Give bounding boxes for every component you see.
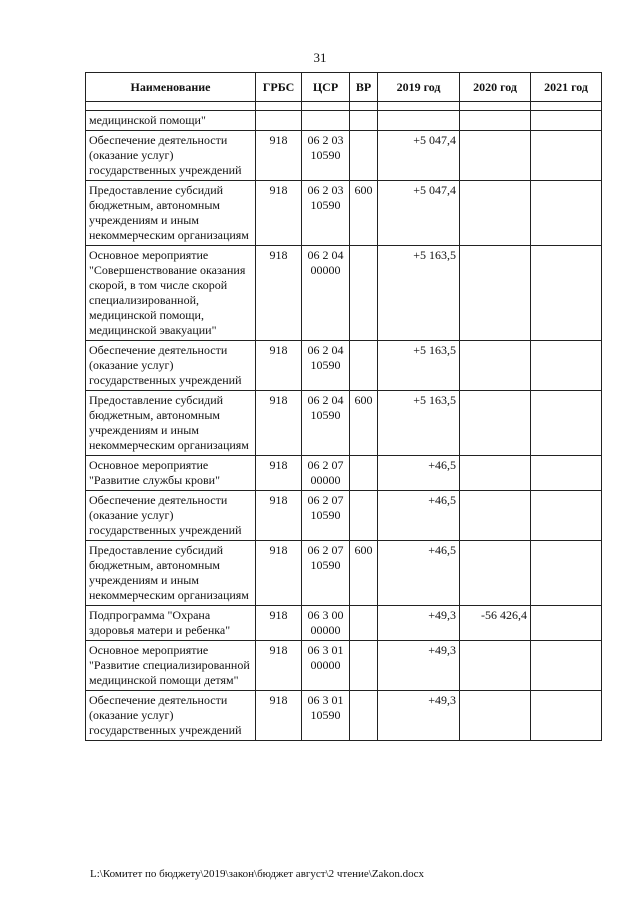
cell-name: медицинской помощи" [86, 111, 256, 131]
cell-vr [350, 691, 378, 741]
table-row [86, 341, 602, 391]
cell-csr: 06 2 03 10590 [302, 181, 350, 246]
table-row [86, 491, 602, 541]
cell-grbs: 918 [256, 456, 302, 491]
cell-y2020 [460, 491, 531, 541]
cell-grbs: 918 [256, 641, 302, 691]
cell-grbs: 918 [256, 606, 302, 641]
cell-vr: 600 [350, 181, 378, 246]
cell-y2020 [460, 641, 531, 691]
cell-grbs: 918 [256, 246, 302, 341]
cell-vr [350, 491, 378, 541]
cell-name: Обеспечение деятельности (оказание услуг) государственных учреждений [86, 341, 256, 391]
cell-vr [350, 131, 378, 181]
cell-grbs: 918 [256, 541, 302, 606]
cell-csr: 06 2 07 00000 [302, 456, 350, 491]
table-row [86, 641, 602, 691]
cell-y2020 [460, 246, 531, 341]
spacer-row [86, 102, 602, 111]
budget-table [85, 72, 602, 741]
cell-y2021 [531, 341, 602, 391]
header-2019: 2019 год [378, 73, 460, 102]
cell-y2021 [531, 491, 602, 541]
cell-y2021 [531, 456, 602, 491]
cell-y2019: +5 047,4 [378, 181, 460, 246]
table-row [86, 456, 602, 491]
cell-csr: 06 2 04 00000 [302, 246, 350, 341]
cell-y2020 [460, 691, 531, 741]
table-row [86, 691, 602, 741]
cell-name: Основное мероприятие "Совершенствование оказания скорой, в том числе скорой специализированной, медицинской помощи, медицинской эвакуации" [86, 246, 256, 341]
cell-y2021 [531, 391, 602, 456]
cell-name: Предоставление субсидий бюджетным, автономным учреждениям и иным некоммерческим организациям [86, 391, 256, 456]
cell-y2020 [460, 181, 531, 246]
table-header-row [86, 73, 602, 102]
cell-grbs: 918 [256, 341, 302, 391]
header-vr: ВР [350, 73, 378, 102]
cell-y2021 [531, 641, 602, 691]
cell-y2020: -56 426,4 [460, 606, 531, 641]
cell-grbs: 918 [256, 181, 302, 246]
header-grbs: ГРБС [256, 73, 302, 102]
cell-vr [350, 606, 378, 641]
cell-name: Обеспечение деятельности (оказание услуг) государственных учреждений [86, 691, 256, 741]
cell-name: Предоставление субсидий бюджетным, автономным учреждениям и иным некоммерческим организациям [86, 181, 256, 246]
cell-y2021 [531, 181, 602, 246]
cell-csr: 06 3 01 10590 [302, 691, 350, 741]
cell-y2020 [460, 391, 531, 456]
cell-y2021 [531, 246, 602, 341]
cell-y2019: +46,5 [378, 456, 460, 491]
table-row [86, 246, 602, 341]
cell-name: Предоставление субсидий бюджетным, автономным учреждениям и иным некоммерческим организациям [86, 541, 256, 606]
cell-y2019: +49,3 [378, 691, 460, 741]
table-row [86, 391, 602, 456]
cell-vr [350, 341, 378, 391]
cell-name: Обеспечение деятельности (оказание услуг) государственных учреждений [86, 131, 256, 181]
cell-name: Основное мероприятие "Развитие службы крови" [86, 456, 256, 491]
cell-grbs: 918 [256, 491, 302, 541]
cell-y2019: +46,5 [378, 491, 460, 541]
cell-grbs: 918 [256, 391, 302, 456]
continued-row [86, 111, 602, 131]
cell-grbs: 918 [256, 131, 302, 181]
cell-csr: 06 3 00 00000 [302, 606, 350, 641]
cell-y2021 [531, 131, 602, 181]
cell-vr [350, 641, 378, 691]
header-2021: 2021 год [531, 73, 602, 102]
table-row [86, 541, 602, 606]
file-path-footer: L:\Комитет по бюджету\2019\закон\бюджет август\2 чтение\Zakon.docx [90, 868, 425, 880]
table-row [86, 181, 602, 246]
cell-csr: 06 2 03 10590 [302, 131, 350, 181]
cell-y2019: +5 163,5 [378, 341, 460, 391]
cell-vr [350, 246, 378, 341]
cell-csr: 06 2 04 10590 [302, 391, 350, 456]
header-name: Наименование [86, 73, 256, 102]
cell-y2020 [460, 131, 531, 181]
cell-y2020 [460, 541, 531, 606]
cell-y2020 [460, 456, 531, 491]
cell-y2019: +49,3 [378, 606, 460, 641]
cell-csr: 06 2 07 10590 [302, 491, 350, 541]
header-2020: 2020 год [460, 73, 531, 102]
cell-grbs: 918 [256, 691, 302, 741]
cell-vr [350, 456, 378, 491]
cell-csr: 06 2 04 10590 [302, 341, 350, 391]
cell-y2021 [531, 541, 602, 606]
page-number: 31 [313, 50, 327, 65]
cell-y2019: +5 163,5 [378, 391, 460, 456]
table-row [86, 131, 602, 181]
cell-y2020 [460, 341, 531, 391]
header-csr: ЦСР [302, 73, 350, 102]
cell-vr: 600 [350, 541, 378, 606]
cell-y2021 [531, 691, 602, 741]
cell-csr: 06 2 07 10590 [302, 541, 350, 606]
cell-vr: 600 [350, 391, 378, 456]
cell-y2019: +49,3 [378, 641, 460, 691]
cell-y2019: +5 047,4 [378, 131, 460, 181]
table-row [86, 606, 602, 641]
cell-name: Подпрограмма "Охрана здоровья матери и ребенка" [86, 606, 256, 641]
cell-y2021 [531, 606, 602, 641]
cell-name: Основное мероприятие "Развитие специализированной медицинской помощи детям" [86, 641, 256, 691]
cell-y2019: +46,5 [378, 541, 460, 606]
cell-csr: 06 3 01 00000 [302, 641, 350, 691]
cell-y2019: +5 163,5 [378, 246, 460, 341]
cell-name: Обеспечение деятельности (оказание услуг) государственных учреждений [86, 491, 256, 541]
